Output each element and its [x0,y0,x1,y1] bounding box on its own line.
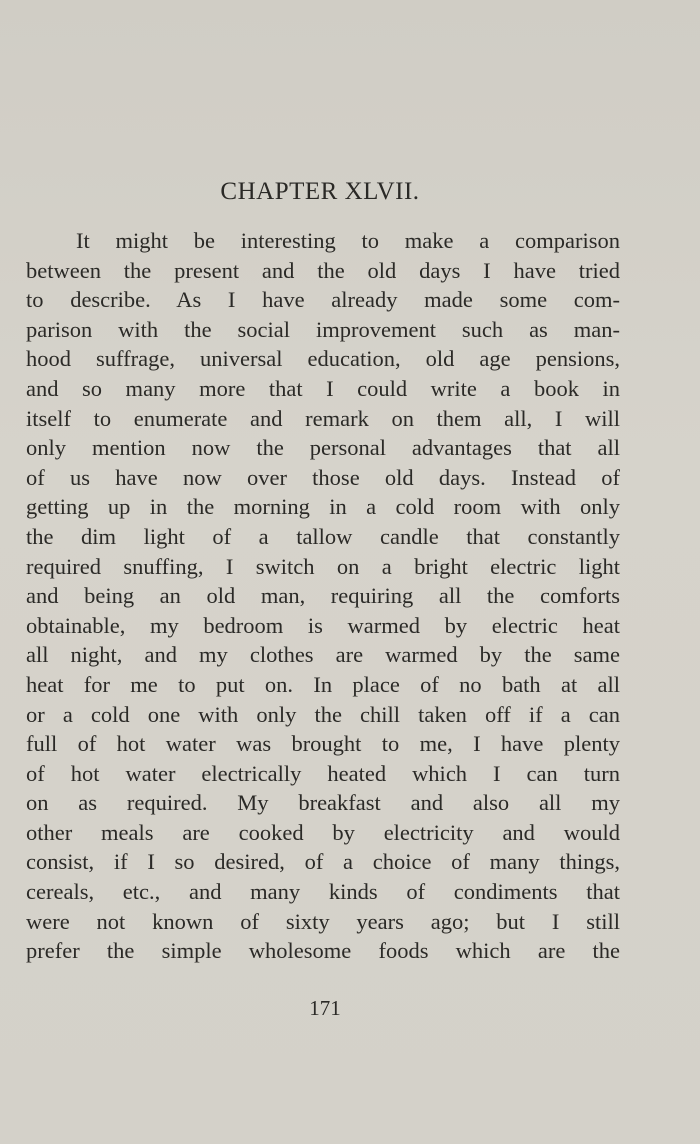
text-line: hood suffrage, universal education, old age pensions, [26,346,620,372]
text-line: obtainable, my bedroom is warmed by electric heat [26,612,620,638]
text-line: cereals, etc., and many kinds of condiments that [26,879,620,905]
chapter-title: CHAPTER XLVII. [220,178,420,205]
text-line: to describe. As I have already made some com- [26,287,620,313]
text-line: of us have now over those old days. Instead of [26,464,620,490]
text-line: parison with the social improvement such as man- [26,316,620,342]
text-line: the dim light of a tallow candle that constantly [26,523,620,549]
text-line: getting up in the morning in a cold room with only [26,494,620,520]
body-text [26,226,620,966]
text-line: only mention now the personal advantages that all [26,435,620,461]
text-line: required snuffing, I switch on a bright electric light [26,553,620,579]
text-line: other meals are cooked by electricity and would [26,819,620,845]
text-line: heat for me to put on. In place of no bath at all [26,671,620,697]
text-line: or a cold one with only the chill taken off if a can [26,701,620,727]
text-line: and so many more that I could write a book in [26,375,620,401]
text-line: consist, if I so desired, of a choice of many things, [26,849,620,875]
text-line: all night, and my clothes are warmed by the same [26,642,620,668]
text-line: of hot water electrically heated which I can turn [26,760,620,786]
text-line: prefer the simple wholesome foods which are the [26,938,620,964]
text-line: and being an old man, requiring all the comforts [26,583,620,609]
text-line: were not known of sixty years ago; but I still [26,908,620,934]
text-line: It might be interesting to make a comparison [76,228,620,253]
text-line: on as required. My breakfast and also all my [26,790,620,816]
text-line: full of hot water was brought to me, I have plenty [26,731,620,757]
text-line: itself to enumerate and remark on them all, I will [26,405,620,431]
text-line: between the present and the old days I have tried [26,257,620,283]
page-number: 171 [309,996,341,1020]
